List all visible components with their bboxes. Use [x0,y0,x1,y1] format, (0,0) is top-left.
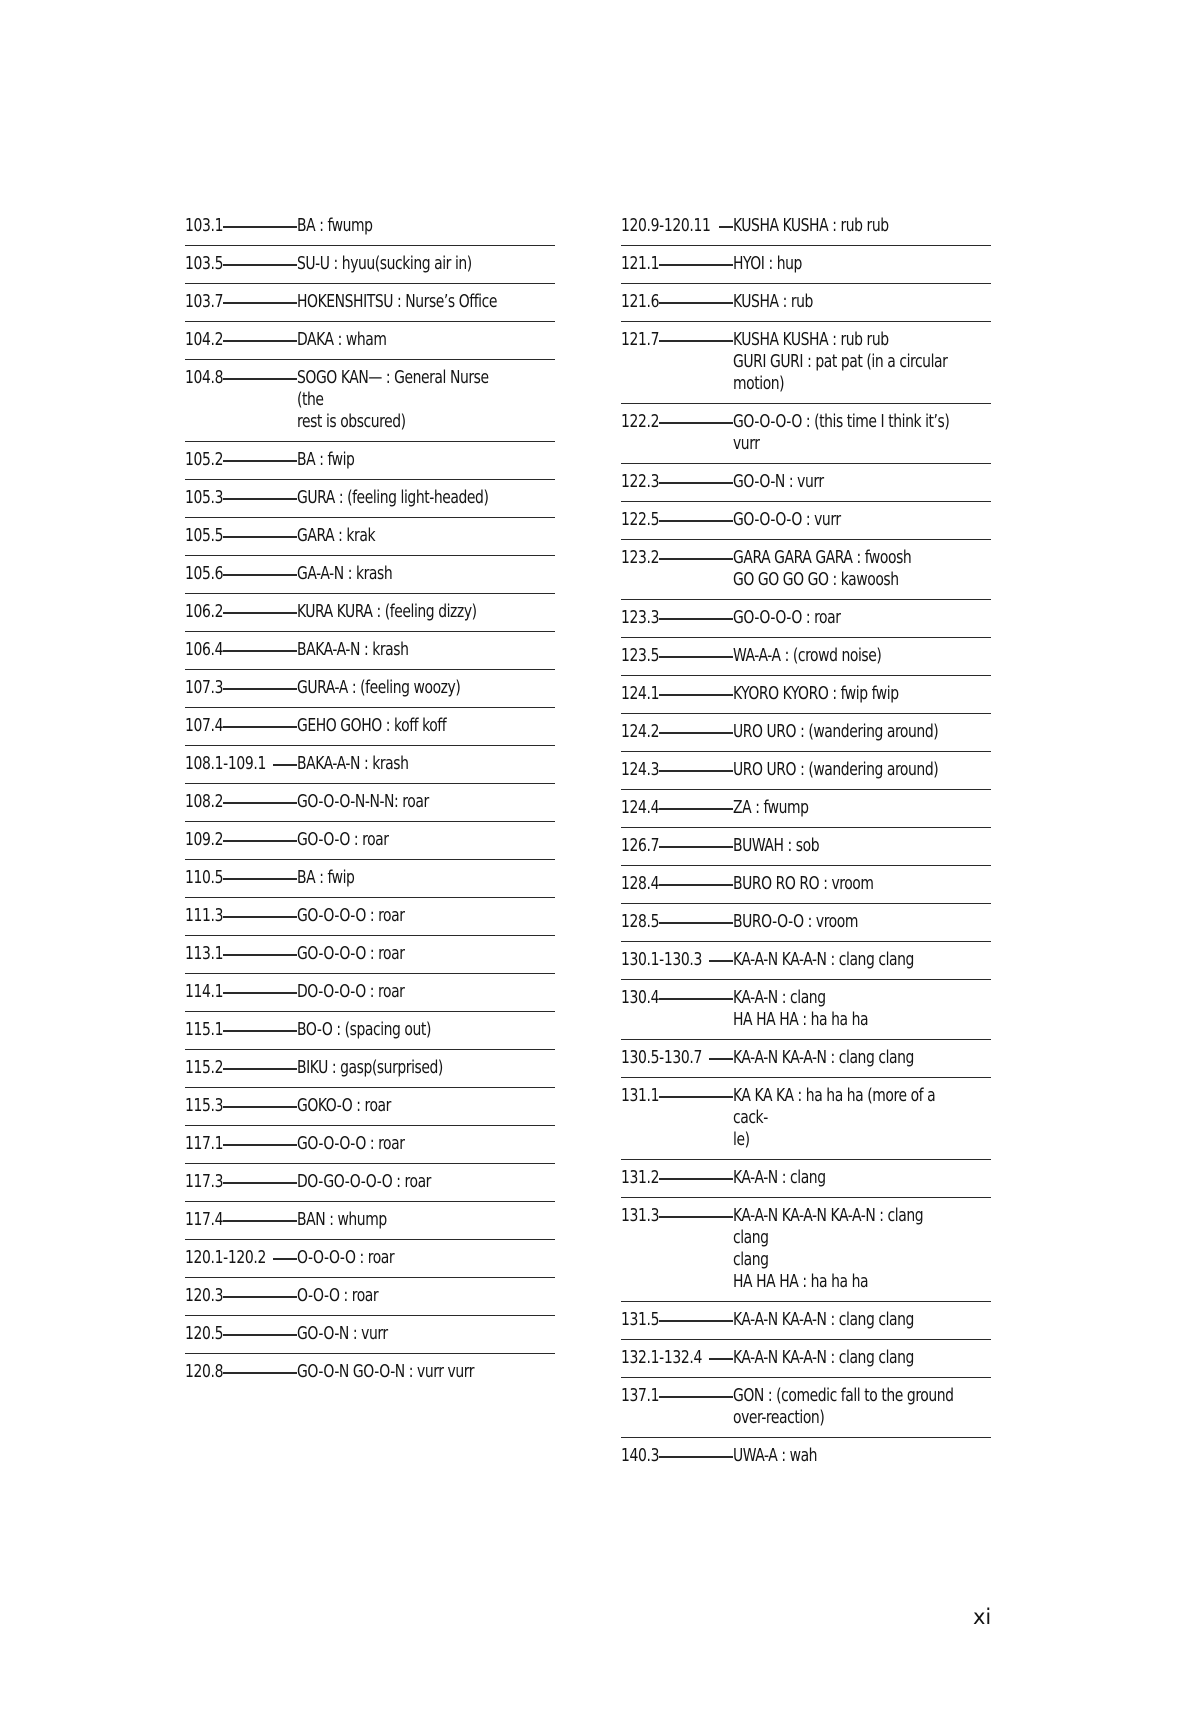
leader-line [223,1030,297,1032]
sound-effect-entry [621,1438,991,1475]
sound-effect-entry [621,208,991,246]
translation-text: GARA : krak [297,525,376,546]
leader-line [223,840,297,842]
translation-text: BA : fwip [297,867,355,888]
panel-reference: 104.8 [185,367,224,388]
sound-effect-entry [621,1160,991,1198]
leader-line [223,954,297,956]
translation-text: DAKA : wham [297,329,387,350]
leader-line [659,1216,733,1218]
sound-effect-entry [621,676,991,714]
panel-reference: 123.2 [621,547,660,568]
translation-text: GON : (comedic fall to the ground over-reaction) [733,1385,954,1428]
sound-effect-entry [621,866,991,904]
sound-effect-entry [185,1202,555,1240]
panel-reference: 124.2 [621,721,660,742]
translation-text: O-O-O-O : roar [297,1247,395,1268]
translation-text: KA-A-N : clang HA HA HA : ha ha ha [733,987,869,1030]
translation-text: DO-GO-O-O-O : roar [297,1171,431,1192]
translation-text: GO-O-O-O : roar [297,943,405,964]
sound-effect-entry [185,518,555,556]
leader-line [709,1058,733,1060]
sound-effect-entry [621,464,991,502]
leader-line [659,422,733,424]
panel-reference: 123.5 [621,645,660,666]
leader-line [223,1182,297,1184]
panel-reference: 103.7 [185,291,224,312]
panel-reference: 104.2 [185,329,224,350]
sound-effect-entry [185,632,555,670]
sound-effect-entry [621,502,991,540]
leader-line [659,1456,733,1458]
translation-text: SOGO KAN— : General Nurse (the rest is obscured) [297,367,489,432]
panel-reference: 109.2 [185,829,224,850]
translation-text: GOKO-O : roar [297,1095,391,1116]
translation-text: KA-A-N KA-A-N : clang clang [733,1047,914,1068]
sound-effect-entry [621,1302,991,1340]
sound-effect-entry [621,1198,991,1302]
sound-effect-entry [185,480,555,518]
translation-text: GO-O-O : roar [297,829,389,850]
panel-reference: 115.2 [185,1057,224,1078]
sound-effect-entry [185,360,555,442]
leader-line [659,656,733,658]
translation-text: GURA : (feeling light-headed) [297,487,489,508]
translation-text: HOKENSHITSU : Nurse’s Office [297,291,498,312]
panel-reference: 122.5 [621,509,660,530]
translation-text: BAKA-A-N : krash [297,639,409,660]
leader-line [659,264,733,266]
leader-line [223,302,297,304]
panel-reference: 128.5 [621,911,660,932]
leader-line [223,574,297,576]
sound-effect-entry [621,1040,991,1078]
panel-reference: 115.1 [185,1019,224,1040]
translation-text: KA-A-N KA-A-N KA-A-N : clang clang clang HA HA HA : ha ha ha [733,1205,924,1292]
panel-reference: 120.9-120.11 [621,215,711,236]
left-column [185,208,555,1391]
panel-reference: 121.6 [621,291,660,312]
panel-reference: 115.3 [185,1095,224,1116]
panel-reference: 103.5 [185,253,224,274]
panel-reference: 120.8 [185,1361,224,1382]
sound-effect-entry [185,1088,555,1126]
sound-effect-entry [185,822,555,860]
sound-effect-entry [185,284,555,322]
translation-text: KA-A-N KA-A-N : clang clang [733,949,914,970]
sound-effect-entry [185,1050,555,1088]
sound-effect-entry [621,284,991,322]
sound-effect-entry [185,208,555,246]
sound-effect-entry [185,594,555,632]
panel-reference: 106.2 [185,601,224,622]
leader-line [709,1358,733,1360]
leader-line [223,878,297,880]
leader-line [223,498,297,500]
sound-effect-entry [185,1240,555,1278]
leader-line [709,960,733,962]
panel-reference: 111.3 [185,905,224,926]
translation-text: KUSHA KUSHA : rub rub GURI GURI : pat pat (in a circular motion) [733,329,948,394]
sound-effect-entry [621,828,991,866]
sound-effect-entry [185,1354,555,1391]
panel-reference: 121.7 [621,329,660,350]
leader-line [659,340,733,342]
leader-line [223,688,297,690]
translation-text: SU-U : hyuu(sucking air in) [297,253,472,274]
translation-text: BURO RO RO : vroom [733,873,874,894]
panel-reference: 137.1 [621,1385,660,1406]
panel-reference: 130.4 [621,987,660,1008]
sound-effect-entry [185,898,555,936]
sound-effect-entry [621,322,991,404]
translation-text: KA-A-N KA-A-N : clang clang [733,1309,914,1330]
sound-effect-entry [621,246,991,284]
translation-text: GURA-A : (feeling woozy) [297,677,461,698]
leader-line [659,520,733,522]
leader-line [223,264,297,266]
sound-effect-entry [185,1164,555,1202]
panel-reference: 131.3 [621,1205,660,1226]
panel-reference: 105.2 [185,449,224,470]
leader-line [223,226,297,228]
translation-text: GO-O-O-N-N-N: roar [297,791,429,812]
translation-text: GA-A-N : krash [297,563,393,584]
sound-effect-entry [621,752,991,790]
panel-reference: 114.1 [185,981,224,1002]
sound-effect-entry [185,1126,555,1164]
sound-effect-entry [185,322,555,360]
leader-line [659,618,733,620]
panel-reference: 122.2 [621,411,660,432]
translation-text: GO-O-O-O : roar [733,607,841,628]
leader-line [223,992,297,994]
panel-reference: 124.4 [621,797,660,818]
leader-line [223,1296,297,1298]
translation-text: BAN : whump [297,1209,387,1230]
translation-text: BURO-O-O : vroom [733,911,858,932]
sound-effect-entry [621,600,991,638]
translation-text: HYOI : hup [733,253,802,274]
sound-effect-entry [185,974,555,1012]
leader-line [659,846,733,848]
translation-text: BA : fwump [297,215,373,236]
leader-line [273,764,297,766]
panel-reference: 120.3 [185,1285,224,1306]
leader-line [223,916,297,918]
leader-line [223,536,297,538]
sound-effect-entry [185,1278,555,1316]
leader-line [223,340,297,342]
panel-reference: 120.5 [185,1323,224,1344]
page-number: xi [973,1605,992,1629]
leader-line [659,694,733,696]
panel-reference: 117.3 [185,1171,224,1192]
panel-reference: 128.4 [621,873,660,894]
panel-reference: 120.1-120.2 [185,1247,266,1268]
leader-line [223,1106,297,1108]
leader-line [223,1372,297,1374]
translation-text: GARA GARA GARA : fwoosh GO GO GO GO : kawoosh [733,547,912,590]
sound-effect-entry [185,746,555,784]
leader-line [223,1220,297,1222]
translation-text: KURA KURA : (feeling dizzy) [297,601,477,622]
sound-effect-entry [621,980,991,1040]
panel-reference: 130.1-130.3 [621,949,702,970]
panel-reference: 121.1 [621,253,660,274]
leader-line [659,1096,733,1098]
leader-line [223,650,297,652]
leader-line [223,1334,297,1336]
sound-effect-entry [185,1012,555,1050]
leader-line [223,378,297,380]
panel-reference: 122.3 [621,471,660,492]
panel-reference: 105.3 [185,487,224,508]
panel-reference: 124.3 [621,759,660,780]
panel-reference: 105.5 [185,525,224,546]
leader-line [659,558,733,560]
translation-text: WA-A-A : (crowd noise) [733,645,882,666]
translation-text: URO URO : (wandering around) [733,759,939,780]
sound-effect-entry [185,1316,555,1354]
leader-line [659,1178,733,1180]
sound-effect-entry [621,404,991,464]
translation-text: GO-O-N : vurr [297,1323,388,1344]
sound-effect-entry [185,860,555,898]
sound-effect-entry [621,1340,991,1378]
translation-text: KYORO KYORO : fwip fwip [733,683,899,704]
translation-text: KA-A-N KA-A-N : clang clang [733,1347,914,1368]
panel-reference: 126.7 [621,835,660,856]
panel-reference: 107.4 [185,715,224,736]
sound-effect-entry [185,784,555,822]
leader-line [659,1320,733,1322]
leader-line [659,998,733,1000]
sound-effect-entry [621,1078,991,1160]
panel-reference: 113.1 [185,943,224,964]
leader-line [223,460,297,462]
sound-effect-entry [185,708,555,746]
leader-line [659,1396,733,1398]
translation-text: GO-O-O-O : roar [297,905,405,926]
leader-line [223,1144,297,1146]
sound-effect-entry [185,246,555,284]
leader-line [659,732,733,734]
leader-line [659,884,733,886]
panel-reference: 131.2 [621,1167,660,1188]
translation-text: UWA-A : wah [733,1445,818,1466]
translation-text: GO-O-O-O : (this time I think it’s) vurr [733,411,950,454]
translation-text: BO-O : (spacing out) [297,1019,431,1040]
leader-line [223,612,297,614]
panel-reference: 106.4 [185,639,224,660]
leader-line [659,808,733,810]
sound-effect-entry [621,904,991,942]
leader-line [719,226,733,228]
panel-reference: 130.5-130.7 [621,1047,702,1068]
translation-text: GEHO GOHO : koff koff [297,715,447,736]
translation-text: KUSHA : rub [733,291,813,312]
translation-text: BUWAH : sob [733,835,820,856]
sound-effect-entry [621,942,991,980]
translation-text: GO-O-O-O : roar [297,1133,405,1154]
leader-line [659,482,733,484]
panel-reference: 132.1-132.4 [621,1347,702,1368]
sound-effect-entry [185,670,555,708]
translation-text: GO-O-N GO-O-N : vurr vurr [297,1361,475,1382]
panel-reference: 107.3 [185,677,224,698]
translation-text: GO-O-N : vurr [733,471,824,492]
translation-text: BA : fwip [297,449,355,470]
right-column [621,208,991,1475]
panel-reference: 131.1 [621,1085,660,1106]
sound-effect-entry [621,540,991,600]
translation-text: BAKA-A-N : krash [297,753,409,774]
translation-text: KUSHA KUSHA : rub rub [733,215,889,236]
leader-line [273,1258,297,1260]
sound-effect-entry [185,556,555,594]
panel-reference: 123.3 [621,607,660,628]
panel-reference: 117.1 [185,1133,224,1154]
leader-line [659,770,733,772]
translation-text: BIKU : gasp(surprised) [297,1057,443,1078]
sound-effect-entry [621,638,991,676]
panel-reference: 131.5 [621,1309,660,1330]
translation-text: O-O-O : roar [297,1285,379,1306]
panel-reference: 103.1 [185,215,224,236]
leader-line [223,726,297,728]
translation-text: ZA : fwump [733,797,809,818]
panel-reference: 105.6 [185,563,224,584]
sound-effect-entry [185,442,555,480]
sound-effect-entry [621,714,991,752]
sound-effect-entry [621,1378,991,1438]
panel-reference: 108.2 [185,791,224,812]
sound-effect-entry [185,936,555,974]
sound-effect-entry [621,790,991,828]
translation-text: URO URO : (wandering around) [733,721,939,742]
translation-text: DO-O-O-O : roar [297,981,405,1002]
panel-reference: 117.4 [185,1209,224,1230]
translation-text: GO-O-O-O : vurr [733,509,841,530]
panel-reference: 140.3 [621,1445,660,1466]
leader-line [223,1068,297,1070]
translation-text: KA-A-N : clang [733,1167,826,1188]
leader-line [659,302,733,304]
leader-line [659,922,733,924]
translation-text: KA KA KA : ha ha ha (more of a cack- le) [733,1085,936,1150]
panel-reference: 110.5 [185,867,224,888]
panel-reference: 108.1-109.1 [185,753,266,774]
panel-reference: 124.1 [621,683,660,704]
leader-line [223,802,297,804]
